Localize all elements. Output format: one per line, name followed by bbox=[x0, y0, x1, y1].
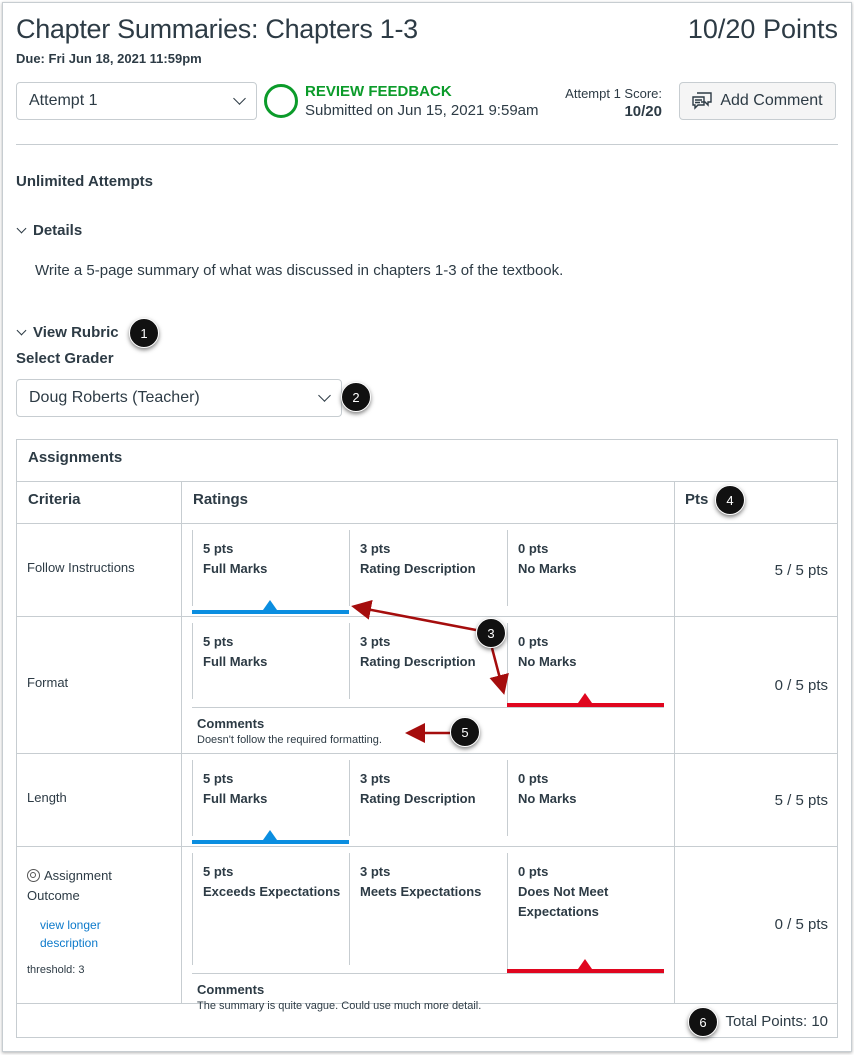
criterion-label: Length bbox=[27, 790, 67, 805]
rating-description: Does Not Meet Expectations bbox=[518, 884, 609, 919]
rubric-total: Total Points: 10 bbox=[725, 1013, 828, 1030]
rating-points: 0 pts bbox=[518, 771, 549, 786]
rating-description: No Marks bbox=[518, 561, 577, 576]
rating-points: 0 pts bbox=[518, 634, 549, 649]
details-toggle[interactable]: Details bbox=[18, 222, 82, 239]
total-points: 10/20 Points bbox=[687, 14, 838, 44]
callout-6: 6 bbox=[688, 1007, 718, 1037]
comments-label: Comments bbox=[197, 716, 265, 731]
rating-points: 0 pts bbox=[518, 864, 549, 879]
rating-points: 3 pts bbox=[360, 864, 391, 879]
rating-description: No Marks bbox=[518, 654, 577, 669]
rating-description: No Marks bbox=[518, 791, 577, 806]
attempts-info: Unlimited Attempts bbox=[16, 173, 153, 190]
rating-points: 5 pts bbox=[203, 541, 234, 556]
arrow-to-selected-rating bbox=[356, 607, 476, 630]
page-title: Chapter Summaries: Chapters 1-3 bbox=[16, 14, 418, 44]
rating-points: 0 pts bbox=[518, 541, 549, 556]
col-pts: Pts bbox=[685, 491, 709, 508]
threshold: threshold: 3 bbox=[27, 964, 85, 976]
criterion-score: 5 / 5 pts bbox=[774, 562, 828, 579]
callout-1: 1 bbox=[129, 318, 159, 348]
col-criteria: Criteria bbox=[28, 491, 81, 508]
criterion-score: 5 / 5 pts bbox=[774, 792, 828, 809]
arrow-to-selected-rating bbox=[492, 648, 503, 690]
criterion-score: 0 / 5 pts bbox=[774, 677, 828, 694]
view-longer-description-link[interactable]: view longer description bbox=[40, 918, 101, 950]
due-date: Due: Fri Jun 18, 2021 11:59pm bbox=[16, 51, 202, 66]
submitted-date: Submitted on Jun 15, 2021 9:59am bbox=[305, 102, 539, 119]
callout-2: 2 bbox=[341, 382, 371, 412]
criterion-label: Format bbox=[27, 675, 69, 690]
rating-description: Full Marks bbox=[203, 561, 268, 576]
review-feedback-status: REVIEW FEEDBACK bbox=[305, 83, 452, 100]
rating-description: Rating Description bbox=[360, 791, 476, 806]
rating-points: 3 pts bbox=[360, 634, 391, 649]
details-text: Write a 5-page summary of what was discussed in chapters 1-3 of the textbook. bbox=[35, 262, 564, 279]
rating-description: Meets Expectations bbox=[360, 884, 482, 899]
view-rubric-toggle[interactable]: View Rubric bbox=[18, 324, 119, 341]
rating-description: Rating Description bbox=[360, 561, 476, 576]
comments-label: Comments bbox=[197, 982, 265, 997]
rubric-title: Assignments bbox=[28, 449, 123, 466]
criterion-score: 0 / 5 pts bbox=[774, 916, 828, 933]
criterion-label: Assignment Outcome bbox=[27, 868, 112, 903]
rating-comment: Doesn't follow the required formatting. bbox=[197, 734, 382, 746]
callout-3: 3 bbox=[476, 618, 506, 648]
rating-comment: The summary is quite vague. Could use much more detail. bbox=[197, 1000, 482, 1012]
rating-description: Full Marks bbox=[203, 791, 268, 806]
callout-5: 5 bbox=[450, 717, 480, 747]
attempt-score: Attempt 1 Score: 10/20 bbox=[565, 86, 662, 120]
col-ratings: Ratings bbox=[193, 491, 249, 508]
rating-description: Rating Description bbox=[360, 654, 476, 669]
grader-select[interactable]: Doug Roberts (Teacher) bbox=[16, 379, 342, 417]
rating-description: Full Marks bbox=[203, 654, 268, 669]
add-comment-button[interactable]: Add Comment bbox=[679, 82, 836, 120]
rating-points: 5 pts bbox=[203, 864, 234, 879]
rating-points: 5 pts bbox=[203, 771, 234, 786]
rating-description: Exceeds Expectations bbox=[203, 884, 341, 899]
rating-points: 5 pts bbox=[203, 634, 234, 649]
rating-points: 3 pts bbox=[360, 541, 391, 556]
attempt-select[interactable]: Attempt 1 bbox=[16, 82, 257, 120]
criterion-label: Follow Instructions bbox=[27, 560, 135, 575]
callout-4: 4 bbox=[715, 485, 745, 515]
rating-points: 3 pts bbox=[360, 771, 391, 786]
select-grader-label: Select Grader bbox=[16, 350, 114, 367]
